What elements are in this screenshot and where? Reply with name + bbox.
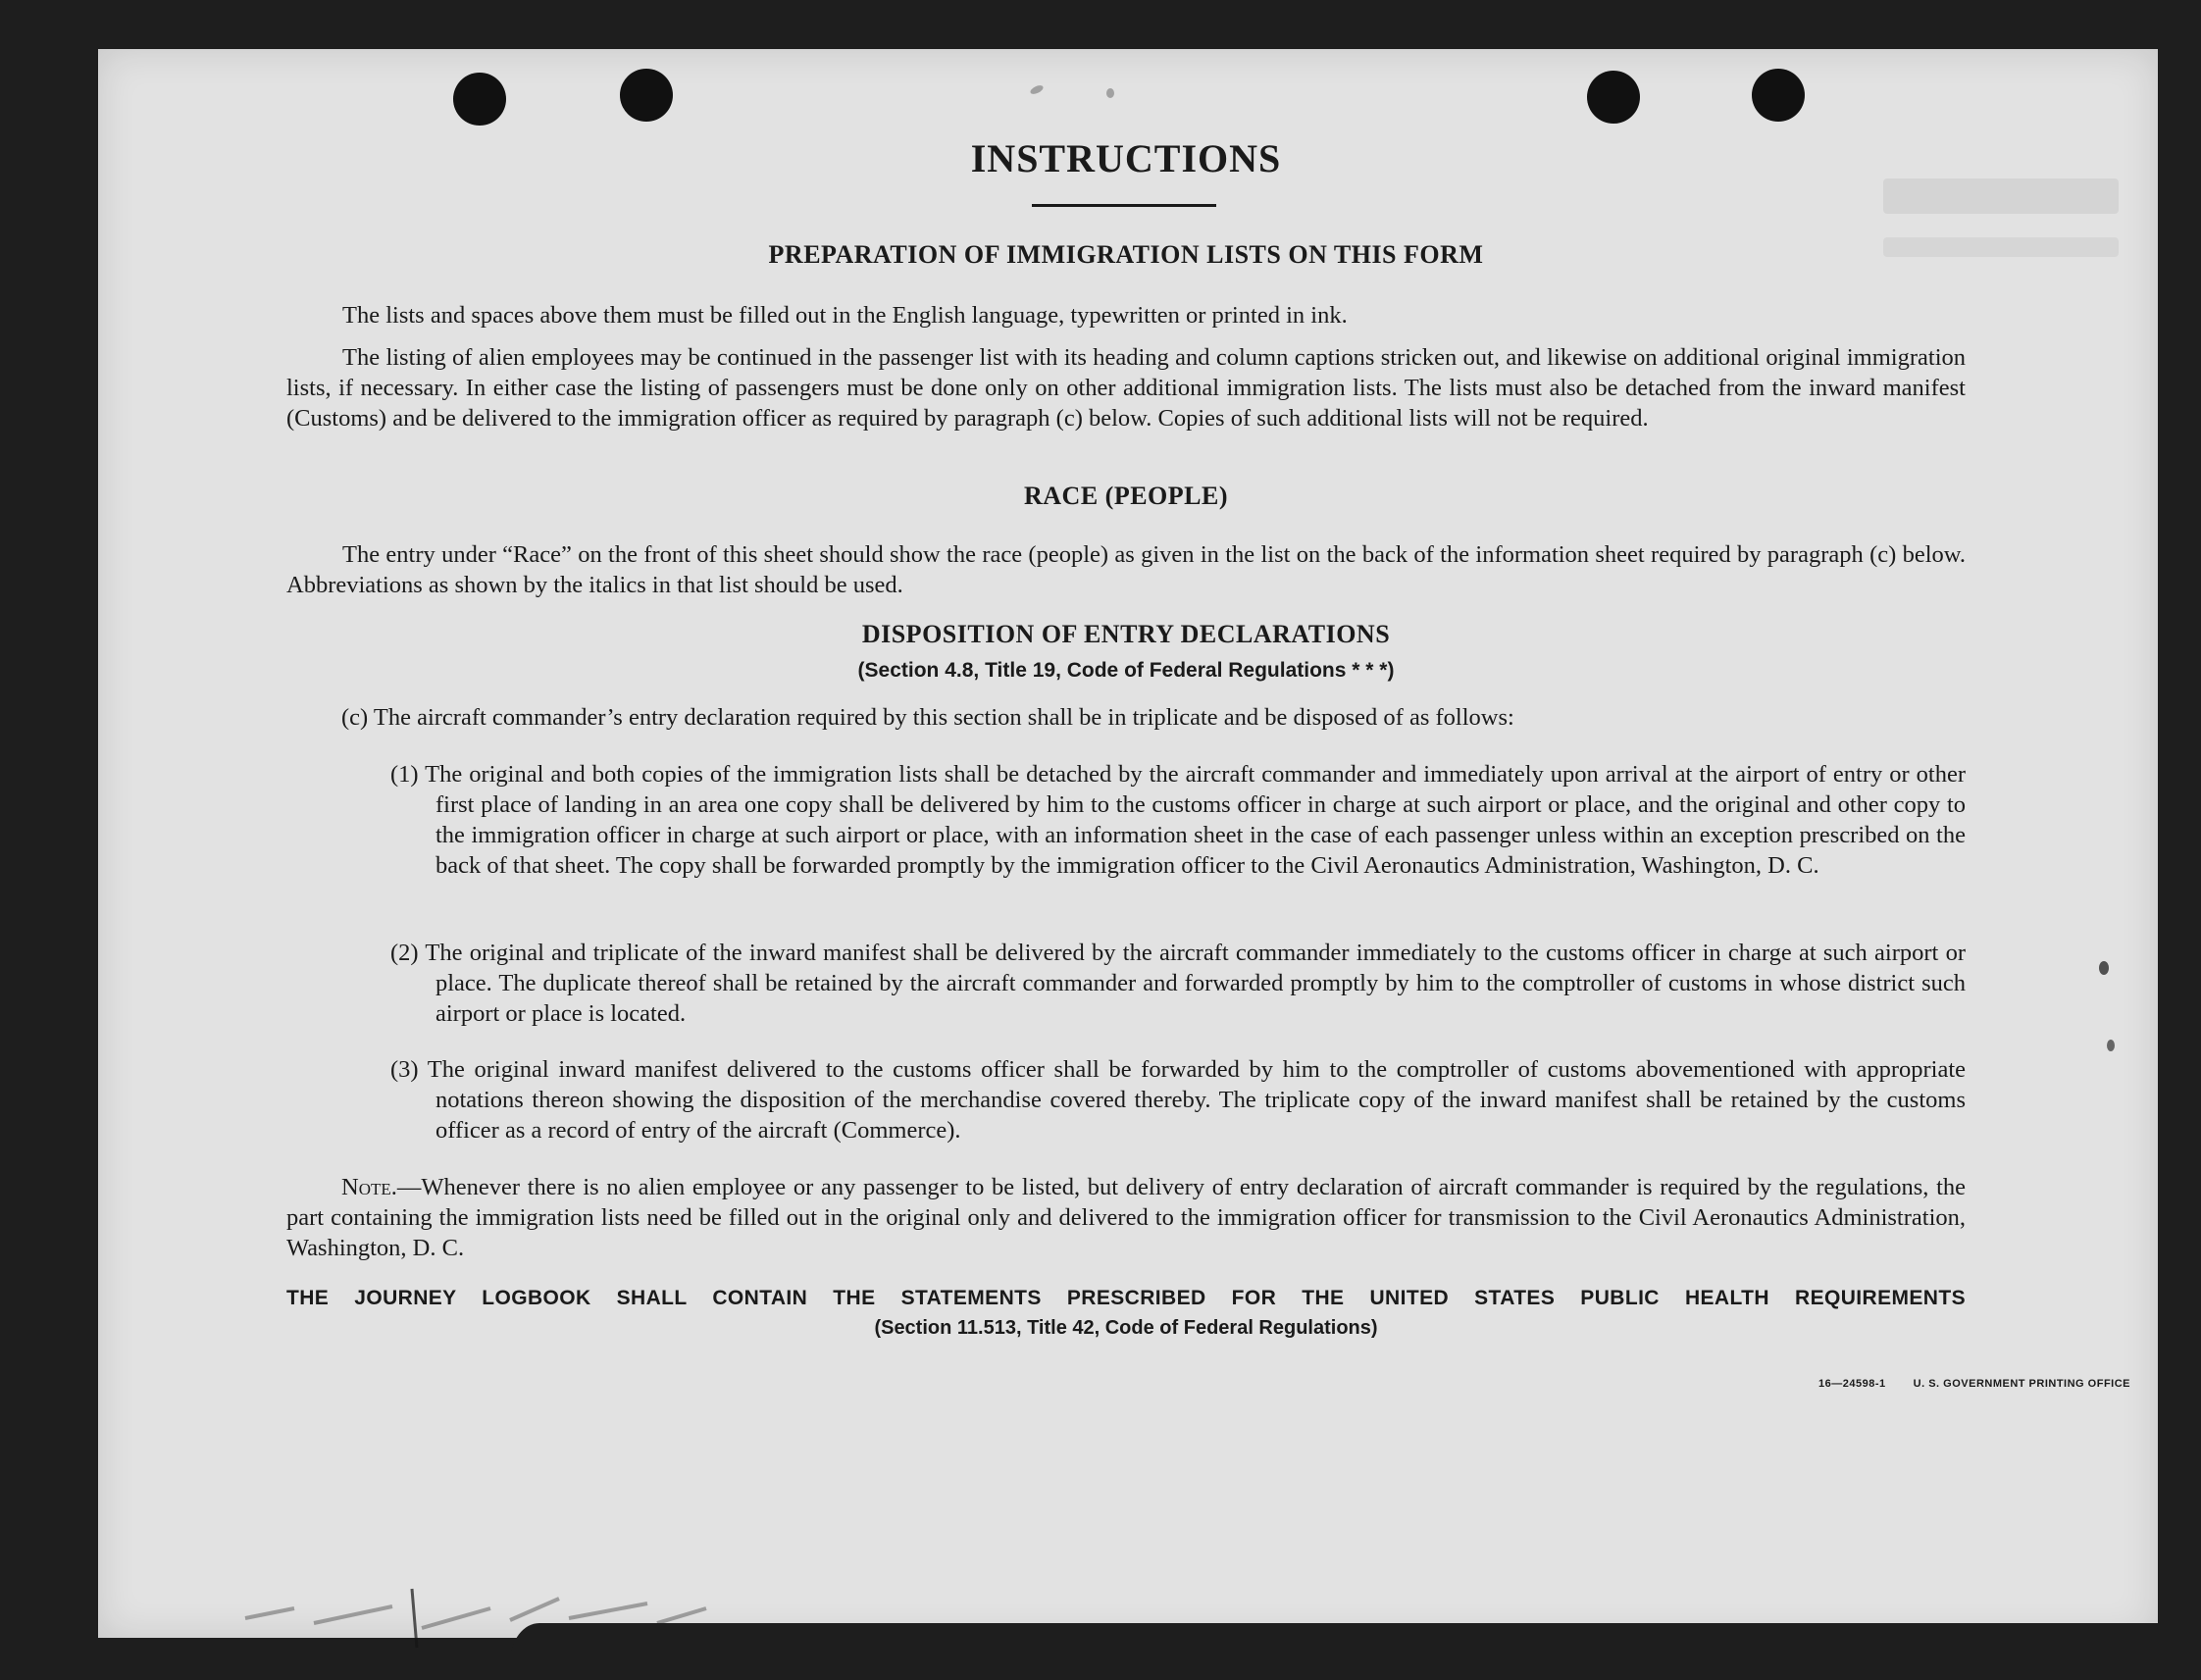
form-number: 16—24598-1 [1818,1378,1886,1390]
note-text: —Whenever there is no alien employee or any passenger to be listed, but delivery of entry declaration of aircraft commander is required by the regulations, the part containing the immigration lists need be filled out in the original only and delivered to the immigration officer for transmission to the Civil Aeronautics Administration, Washington, D. C. [286,1174,1966,1261]
preparation-paragraph-1: The lists and spaces above them must be filled out in the English language, typewritten or printed in ink. [342,302,1348,329]
punch-hole [620,69,673,122]
punch-hole [1587,71,1640,124]
preparation-heading: PREPARATION OF IMMIGRATION LISTS ON THIS FORM [768,240,1484,269]
disposition-item-3: (3) The original inward manifest delivered to the customs officer shall be forwarded by him to the comptroller of customs abovementioned with appropriate notations thereon showing the disposition of the merchandise covered thereby. The triplicate copy of the inward manifest shall be retained by the customs officer as a record of entry of the aircraft (Commerce). [390,1056,1966,1144]
disposition-lead: (c) The aircraft commander’s entry declaration required by this section shall be in triplicate and be disposed of as follows: [341,704,1514,731]
race-heading: RACE (PEOPLE) [1024,482,1228,510]
note-paragraph [286,1172,1966,1263]
printing-office-line [1818,1378,2130,1390]
preparation-paragraph-2: The listing of alien employees may be continued in the passenger list with its heading and column captions stricken out, and likewise on additional original immigration lists, if necessary. In either case the listing of passengers must be done only on other additional immigration lists. The lists must also be detached from the inward manifest (Customs) and be delivered to the immigration officer as required by paragraph (c) below. Copies of such additional lists will not be required. [286,344,1966,432]
speck [2099,961,2109,975]
note-label: Note. [341,1174,397,1200]
torn-edge-shadow [510,1623,2201,1680]
bleed-through-mark [1883,178,2119,214]
race-paragraph: The entry under “Race” on the front of this sheet should show the race (people) as given in the list on the back of the information sheet required by paragraph (c) below. Abbreviations as shown by the italics in that list should be used. [286,541,1966,598]
disposition-item-2: (2) The original and triplicate of the inward manifest shall be delivered by the aircraft commander immediately to the customs officer in charge at such airport or place. The duplicate thereof shall be retained by the aircraft commander and forwarded promptly by him to the comptroller of customs in whose district such airport or place is located. [390,940,1966,1027]
disposition-item-1: (1) The original and both copies of the immigration lists shall be detached by the aircraft commander and immediately upon arrival at the airport of entry or other first place of landing in an area one copy shall be delivered by him to the customs officer in charge at such airport or place, and the original and other copy to the immigration officer in charge at such airport or place, with an information sheet in the case of each passenger unless within an exception prescribed on the back of that sheet. The copy shall be forwarded promptly by the immigration officer to the Civil Aeronautics Administration, Washington, D. C. [390,761,1966,879]
speck [2107,1040,2115,1051]
punch-hole [1752,69,1805,122]
page-title: INSTRUCTIONS [970,136,1282,180]
printer-name: U. S. GOVERNMENT PRINTING OFFICE [1913,1378,2130,1390]
title-underline [1032,204,1216,207]
document-sheet [98,49,2158,1638]
speck [1029,83,1045,95]
disposition-citation: (Section 4.8, Title 19, Code of Federal Regulations * * *) [857,659,1395,682]
health-heading: THE JOURNEY LOGBOOK SHALL CONTAIN THE STATEMENTS PRESCRIBED FOR THE UNITED STATES PUBLIC HEALTH REQUIREMENTS [286,1287,1966,1309]
health-citation: (Section 11.513, Title 42, Code of Federal Regulations) [874,1317,1378,1339]
disposition-heading: DISPOSITION OF ENTRY DECLARATIONS [861,620,1391,648]
punch-hole [453,73,506,126]
speck [1106,88,1114,98]
